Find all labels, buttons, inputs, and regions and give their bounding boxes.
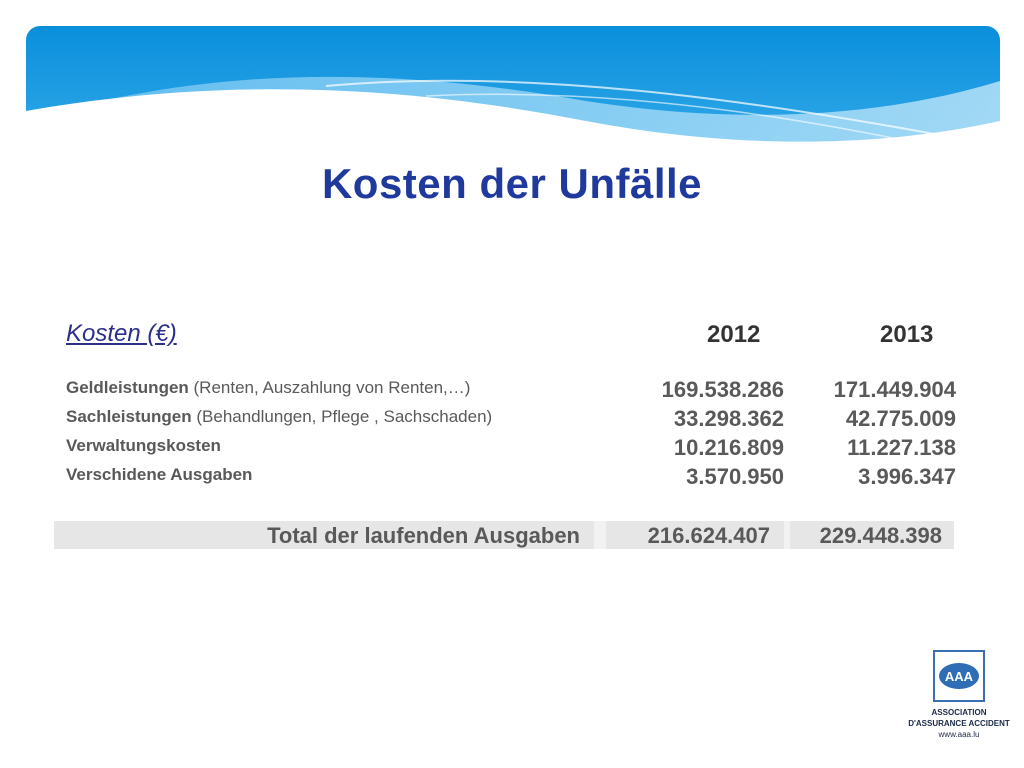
column-header-2013: 2013 (880, 321, 934, 348)
row-label-bold: Verwaltungskosten (66, 436, 221, 455)
row-label-verwaltungskosten (66, 436, 221, 456)
row-label-detail: (Behandlungen, Pflege , Sachschaden) (191, 407, 493, 426)
row-label-geldleistungen (66, 378, 470, 398)
logo-mark (933, 650, 985, 702)
total-row-separator (594, 521, 606, 549)
total-value-2013: 229.448.398 (819, 523, 942, 548)
logo-line-2: D'ASSURANCE ACCIDENT (908, 719, 1010, 728)
total-label: Total der laufenden Ausgaben (267, 523, 580, 548)
row-label-bold: Sachleistungen (66, 407, 192, 426)
row-value-2013: 11.227.138 (847, 435, 956, 460)
row-label-bold: Geldleistungen (66, 378, 189, 397)
column-header-2012: 2012 (707, 321, 761, 348)
total-value-2012: 216.624.407 (647, 523, 770, 548)
row-label-bold: Verschidene Ausgaben (66, 465, 253, 484)
logo-line-1: ASSOCIATION (931, 708, 987, 717)
row-label-verschidene-ausgaben (66, 465, 252, 485)
row-value-2013: 171.449.904 (833, 377, 956, 402)
wave-graphic (26, 26, 1000, 176)
row-value-2012: 33.298.362 (673, 406, 784, 431)
row-value-2013: 42.775.009 (845, 406, 956, 431)
table-header-label: Kosten (€) (66, 320, 177, 347)
aaa-logo (904, 650, 1014, 740)
header-banner (26, 26, 1000, 176)
logo-emblem-icon (937, 661, 981, 691)
svg-text:AAA: AAA (944, 669, 974, 684)
row-label-sachleistungen (66, 407, 492, 427)
row-value-2012: 10.216.809 (673, 435, 784, 460)
slide-title: Kosten der Unfälle (321, 160, 703, 207)
row-value-2012: 3.570.950 (686, 464, 784, 489)
row-label-detail: (Renten, Auszahlung von Renten,…) (188, 378, 471, 397)
row-value-2012: 169.538.286 (661, 377, 784, 402)
logo-website-link[interactable]: www.aaa.lu (938, 730, 980, 739)
row-value-2013: 3.996.347 (858, 464, 956, 489)
